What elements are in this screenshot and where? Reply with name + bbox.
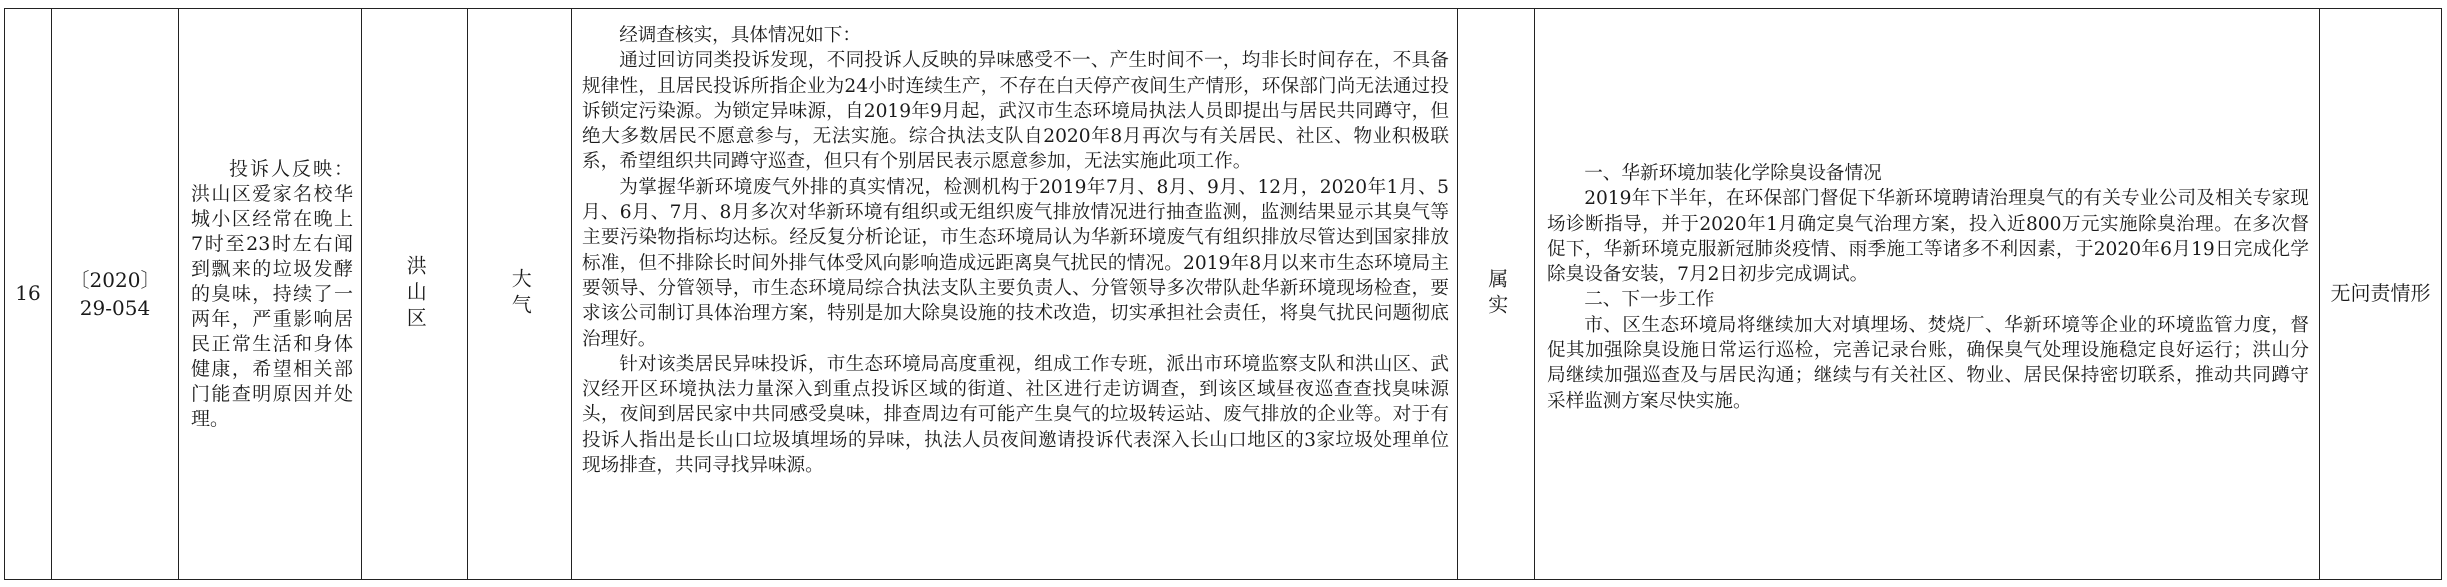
verdict-cell bbox=[1458, 9, 1535, 579]
findings-paragraph-2: 为掌握华新环境废气外排的真实情况，检测机构于2019年7月、8月、9月、12月，2020年1月、5月、6月、7月、8月多次对华新环境有组织或无组织废气排放情况进行抽查监测，监测结果显示其臭气等主要污染物指标均达标。经反复分析论证，市生态环境局认为华新环境废气有组织排放尽管达到国家排放标准，但不排除长时间外排气体受风向影响造成远距离臭气扰民的情况。2019年8月以来市生态环境局主要领导、分管领导，市生态环境局综合执法支队主要负责人、分管领导多次带队赴华新环境现场检查，要求该公司制订具体治理方案，特别是加大除臭设施的技术改造，切实承担社会责任，将臭气扰民问题彻底治理好。 bbox=[582, 176, 1449, 350]
accountability-label: 无问责情形 bbox=[2330, 281, 2431, 306]
findings-paragraph-3: 针对该类居民异味投诉，市生态环境局高度重视，组成工作专班，派出市环境监察支队和洪山区、武汉经开区环境执法力量深入到重点投诉区域的街道、社区进行走访调查，到该区域昼夜巡查查找臭味源头，夜间到居民家中共同感受臭味，排查周边有可能产生臭气的垃圾转运站、废气排放的企业等。对于有投诉人指出是长山口垃圾填埋场的异味，执法人员夜间邀请投诉代表深入长山口地区的3家垃圾处理单位现场排查，共同寻找异味源。 bbox=[582, 353, 1449, 477]
complaint-table-row bbox=[4, 8, 2442, 580]
category-cell bbox=[468, 9, 572, 579]
accountability-cell bbox=[2320, 9, 2441, 579]
findings-paragraph-1: 通过回访同类投诉发现，不同投诉人反映的异味感受不一、产生时间不一，均非长时间存在，不具备规律性，且居民投诉所指企业为24小时连续生产，不存在白天停产夜间生产情形，环保部门尚无法通过投诉锁定污染源。为锁定异味源，自2019年9月起，武汉市生态环境局执法人员即提出与居民共同蹲守，但绝大多数居民不愿意参与，无法实施。综合执法支队自2020年8月再次与有关居民、社区、物业积极联系，希望组织共同蹲守巡查，但只有个别居民表示愿意参加，无法实施此项工作。 bbox=[582, 50, 1449, 173]
complaint-cell bbox=[179, 9, 362, 579]
rectification-heading-2: 二、下一步工作 bbox=[1584, 289, 1715, 311]
rectification-paragraph-1: 2019年下半年，在环保部门督促下华新环境聘请治理臭气的有关专业公司及相关专家现场诊断指导，并于2020年1月确定臭气治理方案，投入近800万元实施除臭治理。在多次督促下，华新环境克服新冠肺炎疫情、雨季施工等诸多不利因素，于2020年6月19日完成化学除臭设备安装，7月2日初步完成调试。 bbox=[1547, 188, 2309, 286]
case-code: 〔2020〕29-054 bbox=[69, 268, 161, 320]
complaint-text: 投诉人反映：洪山区爱家名校华城小区经常在晚上7时至23时左右闻到飘来的垃圾发酵的臭味，持续了一两年，严重影响居民正常生活和身体健康，希望相关部门能查明原因并处理。 bbox=[191, 158, 353, 430]
findings-intro: 经调查核实，具体情况如下： bbox=[619, 25, 861, 46]
rectification-paragraph-2: 市、区生态环境局将继续加大对填埋场、焚烧厂、华新环境等企业的环境监管力度，督促其加强除臭设施日常运行巡检，完善记录台账，确保臭气处理设施稳定良好运行；洪山分局继续加强巡查及与居民沟通；继续与有关社区、物业、居民保持密切联系，推动共同蹲守采样监测方案尽快实施。 bbox=[1547, 314, 2309, 412]
category-label: 大气 bbox=[508, 268, 533, 320]
verdict-label: 属实 bbox=[1484, 268, 1509, 320]
row-number-cell bbox=[5, 9, 52, 579]
findings-cell bbox=[572, 9, 1458, 579]
case-code-cell bbox=[52, 9, 179, 579]
district-cell bbox=[362, 9, 468, 579]
rectification-cell bbox=[1535, 9, 2320, 579]
district-label: 洪山区 bbox=[403, 255, 428, 333]
row-number: 16 bbox=[15, 281, 41, 306]
rectification-heading-1: 一、华新环境加装化学除臭设备情况 bbox=[1584, 163, 1882, 184]
